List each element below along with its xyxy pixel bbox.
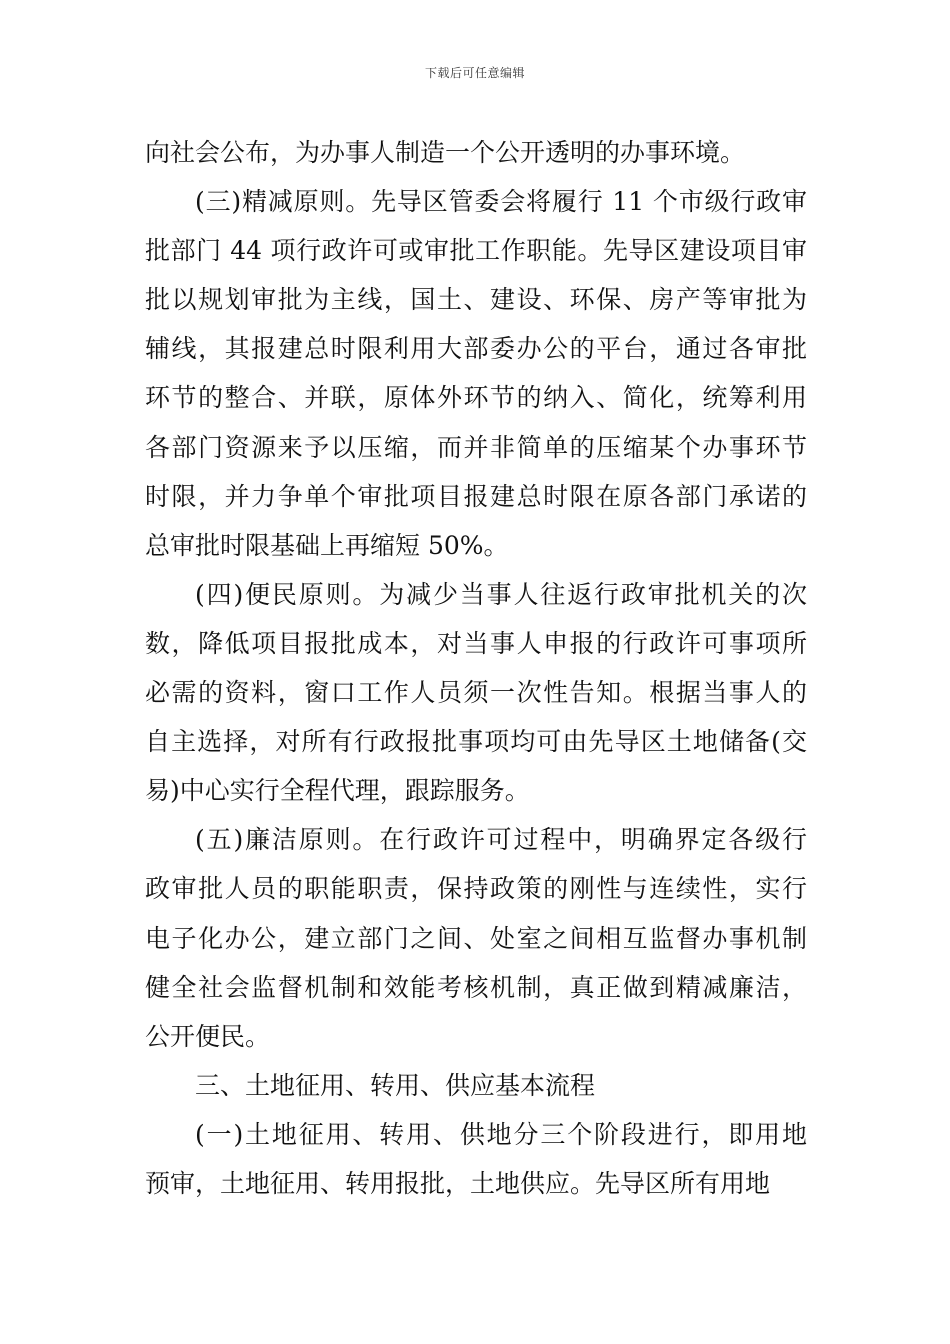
text-line: 辅线，其报建总时限利用大部委办公的平台，通过各审批 [145,334,807,364]
paragraph [145,1061,807,1110]
paragraph [145,570,807,815]
text-line: 总审批时限基础上再缩短 50%。 [145,530,509,560]
text-line: 各部门资源来予以压缩，而并非简单的压缩某个办事环节 [145,432,807,462]
paragraph [145,1110,807,1208]
text-line: (三)精减原则。先导区管委会将履行 11 个市级行政审 [195,187,807,217]
paragraph [145,128,807,177]
text-line: 环节的整合、并联，原体外环节的纳入、简化，统筹利用 [145,383,807,413]
text-line: 数，降低项目报批成本，对当事人申报的行政许可事项所 [145,628,807,658]
paragraph [145,815,807,1060]
text-line: 批部门 44 项行政许可或审批工作职能。先导区建设项目审 [145,236,807,266]
text-line: (四)便民原则。为减少当事人往返行政审批机关的次 [195,579,807,609]
text-line: 三、土地征用、转用、供应基本流程 [195,1070,596,1100]
text-line: (五)廉洁原则。在行政许可过程中，明确界定各级行 [195,825,807,855]
text-line: 批以规划审批为主线，国土、建设、环保、房产等审批为 [145,285,807,315]
text-line: 预审，土地征用、转用报批，土地供应。先导区所有用地 [145,1168,771,1198]
text-line: 向社会公布，为办事人制造一个公开透明的办事环境。 [145,138,746,167]
text-line: 自主选择，对所有行政报批事项均可由先导区土地储备(交 [145,727,807,757]
text-line: 电子化办公，建立部门之间、处室之间相互监督办事机制 [145,923,807,953]
text-line: (一)土地征用、转用、供地分三个阶段进行，即用地 [195,1119,807,1149]
text-line: 时限，并力争单个审批项目报建总时限在原各部门承诺的 [145,481,807,511]
text-line: 政审批人员的职能职责，保持政策的刚性与连续性，实行 [145,874,807,904]
document-body [145,128,807,1208]
text-line: 公开便民。 [145,1021,271,1051]
paragraph [145,177,807,570]
text-line: 必需的资料，窗口工作人员须一次性告知。根据当事人的 [145,678,807,708]
text-line: 健全社会监督机制和效能考核机制，真正做到精减廉洁， [145,972,807,1002]
page-header: 下载后可任意编辑 [424,66,525,80]
text-line: 易)中心实行全程代理，跟踪服务。 [145,776,530,806]
